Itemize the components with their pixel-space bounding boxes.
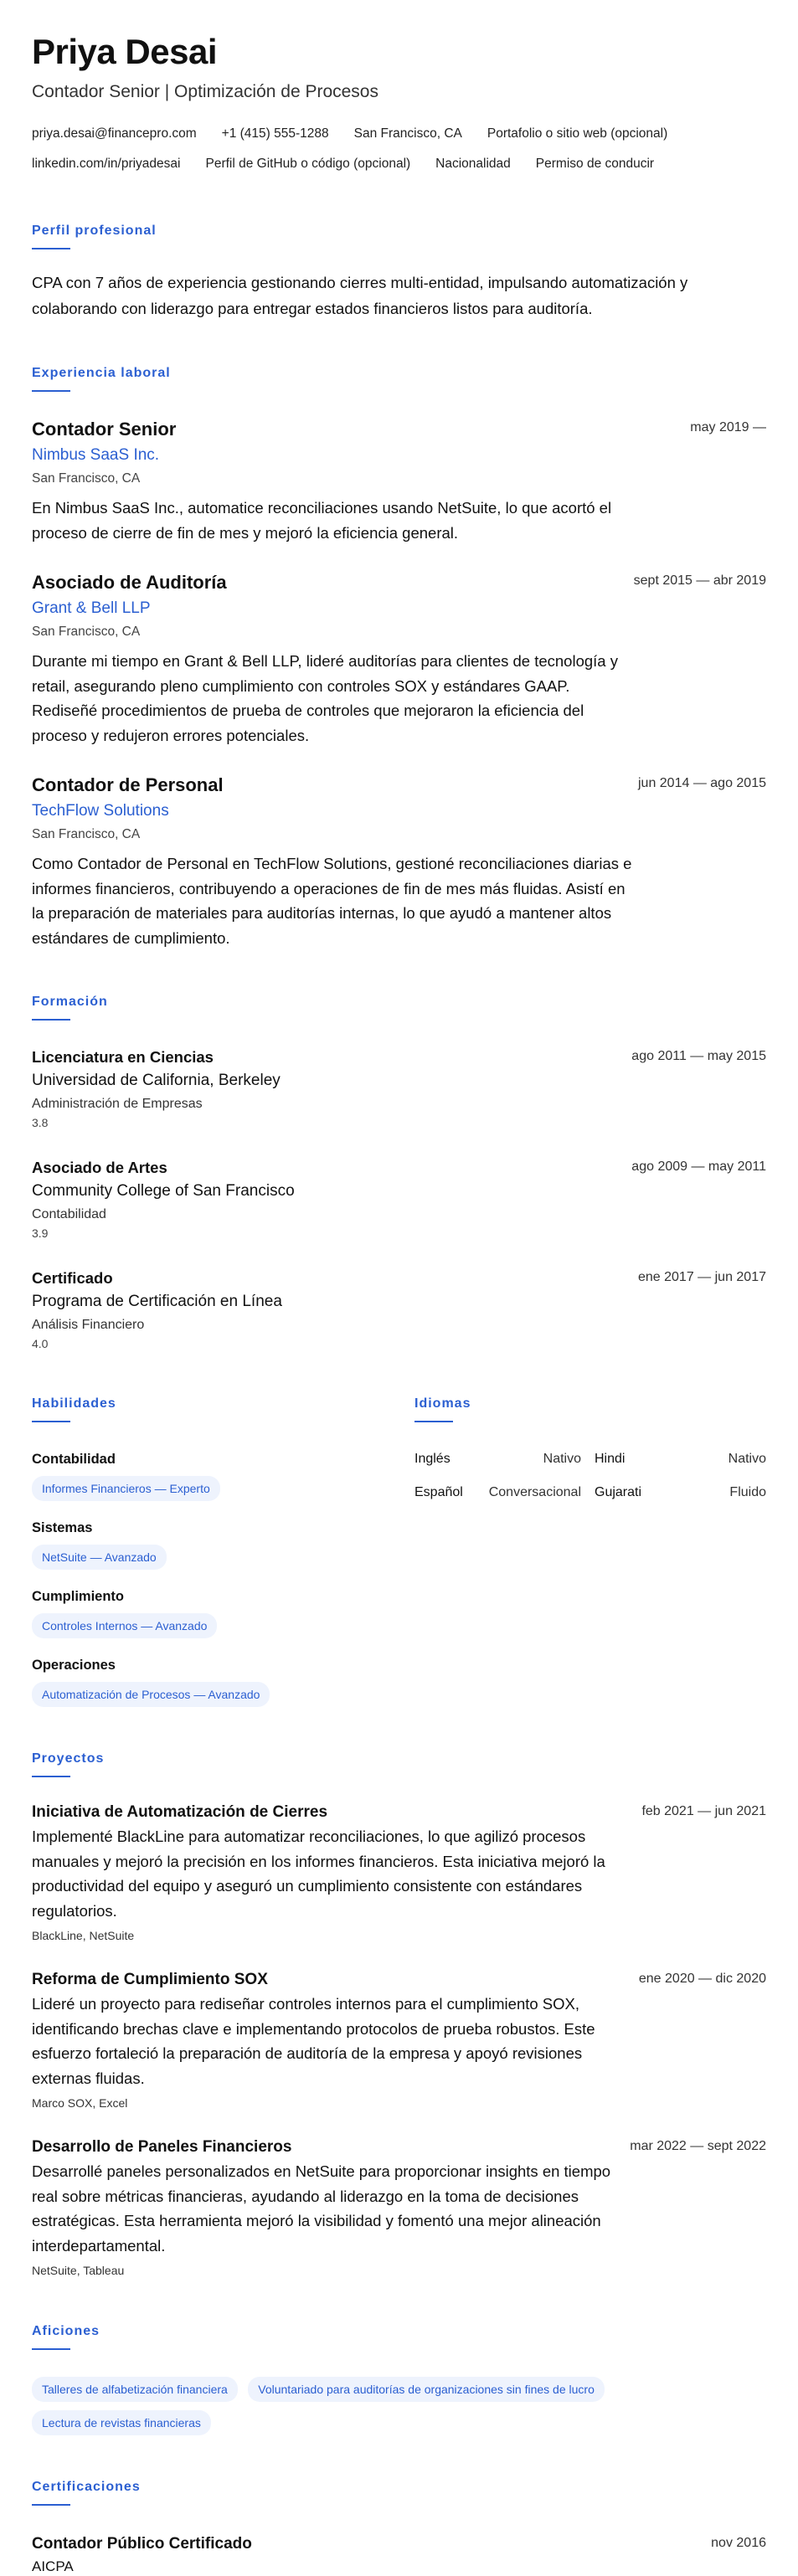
candidate-headline: Contador Senior | Optimización de Procesos bbox=[32, 82, 378, 101]
education-dates: ene 2017 — jun 2017 bbox=[637, 1270, 766, 1284]
project-title: Desarrollo de Paneles Financieros bbox=[32, 2138, 292, 2156]
certification-name: Contador Público Certificado bbox=[32, 2535, 252, 2553]
project-tech: NetSuite, Tableau bbox=[32, 2264, 125, 2277]
education-gpa: 3.8 bbox=[32, 1116, 49, 1129]
job-title: Contador Senior bbox=[32, 419, 177, 440]
language-level: Conversacional bbox=[488, 1485, 581, 1499]
languages-grid bbox=[414, 1449, 766, 1503]
job-title: Contador de Personal bbox=[32, 774, 224, 795]
project-title: Iniciativa de Automatización de Cierres bbox=[32, 1803, 328, 1821]
job-dates: may 2019 — bbox=[690, 420, 766, 434]
skill-tag: Informes Financieros — Experto bbox=[32, 1476, 220, 1501]
certification-date: nov 2016 bbox=[711, 2536, 766, 2550]
section-title: Aficiones bbox=[32, 2324, 100, 2338]
job-entry bbox=[32, 570, 766, 748]
education-school: Programa de Certificación en Línea bbox=[32, 1293, 282, 1310]
language-name: Español bbox=[414, 1485, 463, 1499]
project-entry bbox=[32, 2136, 766, 2280]
hobby-tag: Talleres de alfabetización financiera bbox=[32, 2377, 238, 2402]
languages-section bbox=[414, 1396, 766, 1707]
section-divider bbox=[32, 248, 70, 249]
job-company[interactable]: Nimbus SaaS Inc. bbox=[32, 446, 160, 464]
profile-section bbox=[32, 223, 766, 321]
job-company[interactable]: TechFlow Solutions bbox=[32, 802, 169, 820]
skill-category: Sistemas bbox=[32, 1520, 93, 1535]
job-location: San Francisco, CA bbox=[32, 625, 141, 639]
education-degree: Licenciatura en Ciencias bbox=[32, 1048, 214, 1066]
education-section bbox=[32, 994, 766, 1352]
contact-nationality: Nacionalidad bbox=[435, 157, 511, 171]
language-level: Nativo bbox=[728, 1452, 766, 1466]
job-dates: jun 2014 — ago 2015 bbox=[637, 776, 766, 790]
education-entry bbox=[32, 1267, 766, 1352]
job-location: San Francisco, CA bbox=[32, 827, 141, 841]
project-tech: BlackLine, NetSuite bbox=[32, 1929, 135, 1942]
skills-languages-row bbox=[32, 1396, 766, 1707]
job-dates: sept 2015 — abr 2019 bbox=[633, 573, 766, 588]
certification-entry bbox=[32, 2532, 766, 2576]
certification-issuer: AICPA bbox=[32, 2558, 74, 2574]
language-level: Nativo bbox=[543, 1452, 581, 1466]
education-dates: ago 2011 — may 2015 bbox=[631, 1049, 766, 1063]
skill-category: Contabilidad bbox=[32, 1452, 116, 1467]
language-item bbox=[414, 1449, 595, 1469]
skill-tag: Controles Internos — Avanzado bbox=[32, 1613, 217, 1638]
hobbies-section bbox=[32, 2323, 766, 2435]
contact-github[interactable]: Perfil de GitHub o código (opcional) bbox=[205, 157, 411, 171]
project-dates: feb 2021 — jun 2021 bbox=[641, 1804, 766, 1818]
language-item bbox=[595, 1483, 766, 1503]
skill-tag: NetSuite — Avanzado bbox=[32, 1545, 167, 1570]
education-gpa: 3.9 bbox=[32, 1226, 49, 1240]
education-degree: Asociado de Artes bbox=[32, 1159, 167, 1176]
section-title: Habilidades bbox=[32, 1396, 116, 1411]
skill-tag: Automatización de Procesos — Avanzado bbox=[32, 1682, 270, 1707]
education-gpa: 4.0 bbox=[32, 1337, 49, 1350]
contact-location: San Francisco, CA bbox=[353, 126, 462, 141]
skill-category: Operaciones bbox=[32, 1658, 116, 1673]
projects-section bbox=[32, 1751, 766, 2280]
contact-portfolio[interactable]: Portafolio o sitio web (opcional) bbox=[487, 126, 668, 141]
experience-section bbox=[32, 365, 766, 950]
hobby-tag: Lectura de revistas financieras bbox=[32, 2410, 211, 2435]
project-title: Reforma de Cumplimiento SOX bbox=[32, 1971, 268, 1988]
project-description: Desarrollé paneles personalizados en NetSuite para proporcionar insights en tiempo real sobre métricas financieras, ayudando al liderazgo en la toma de decisiones estratégicas. Esta herramienta mejoró la visibilidad y fomentó una mejor alineación interdepartamental. bbox=[32, 2162, 611, 2255]
candidate-name: Priya Desai bbox=[32, 32, 217, 71]
language-name: Inglés bbox=[414, 1452, 450, 1466]
section-divider bbox=[32, 2504, 70, 2506]
education-dates: ago 2009 — may 2011 bbox=[631, 1159, 766, 1174]
contact-phone[interactable]: +1 (415) 555-1288 bbox=[221, 126, 329, 141]
section-divider bbox=[32, 2348, 70, 2350]
education-entry bbox=[32, 1156, 766, 1242]
section-divider bbox=[32, 1019, 70, 1021]
job-description: En Nimbus SaaS Inc., automatice reconciliaciones usando NetSuite, lo que acortó el proceso de cierre de fin de mes y mejoró la eficiencia general. bbox=[32, 499, 612, 542]
project-entry bbox=[32, 1968, 766, 2112]
hobby-tags bbox=[32, 2368, 769, 2435]
section-title: Experiencia laboral bbox=[32, 366, 171, 380]
language-item bbox=[595, 1449, 766, 1469]
section-title: Proyectos bbox=[32, 1751, 105, 1766]
education-field: Administración de Empresas bbox=[32, 1097, 203, 1111]
section-divider bbox=[32, 1776, 70, 1777]
education-entry bbox=[32, 1046, 766, 1131]
contact-email[interactable]: priya.desai@financepro.com bbox=[32, 126, 197, 141]
project-description: Implementé BlackLine para automatizar reconciliaciones, lo que agilizó procesos manuales y mejoró la precisión en los informes financieros. Esta iniciativa mejoró la productividad del equipo y aseguró un cumplimiento consistente con estándares regulatorios. bbox=[32, 1828, 605, 1920]
resume-header bbox=[32, 32, 766, 179]
education-school: Universidad de California, Berkeley bbox=[32, 1072, 281, 1089]
profile-summary: CPA con 7 años de experiencia gestionando cierres multi-entidad, impulsando automatización y colaborando con liderazgo para entregar estados financieros listos para auditoría. bbox=[32, 274, 688, 317]
contact-list bbox=[32, 119, 777, 179]
skill-category: Cumplimiento bbox=[32, 1589, 124, 1604]
project-tech: Marco SOX, Excel bbox=[32, 2096, 128, 2110]
skills-section bbox=[32, 1396, 414, 1707]
job-entry bbox=[32, 417, 766, 545]
job-description: Durante mi tiempo en Grant & Bell LLP, lideré auditorías para clientes de tecnología y retail, asegurando pleno cumplimiento con controles SOX y estándares GAAP. Rediseñé procedimientos de prueba de controles que mejoraron la eficiencia del proceso y redujeron errores potenciales. bbox=[32, 652, 618, 744]
hobby-tag: Voluntariado para auditorías de organizaciones sin fines de lucro bbox=[248, 2377, 605, 2402]
language-name: Hindi bbox=[595, 1452, 626, 1466]
section-title: Idiomas bbox=[414, 1396, 471, 1411]
section-title: Certificaciones bbox=[32, 2480, 141, 2494]
education-field: Contabilidad bbox=[32, 1207, 106, 1221]
language-item bbox=[414, 1483, 595, 1503]
job-company[interactable]: Grant & Bell LLP bbox=[32, 599, 151, 617]
education-school: Community College of San Francisco bbox=[32, 1182, 295, 1200]
job-description: Como Contador de Personal en TechFlow Solutions, gestioné reconciliaciones diarias e informes financieros, contribuyendo a operaciones de fin de mes más fluidas. Asistí en la preparación de materiales para auditorías internas, lo que ayudó a mantener altos estándares de cumplimiento. bbox=[32, 855, 632, 947]
certifications-section bbox=[32, 2479, 766, 2576]
section-divider bbox=[32, 390, 70, 392]
project-description: Lideré un proyecto para rediseñar controles internos para el cumplimiento SOX, identificando brechas clave e implementando protocolos de prueba robustos. Este esfuerzo fortaleció la preparación de auditoría de la empresa y apoyó revisiones externas fluidas. bbox=[32, 1995, 595, 2087]
project-entry bbox=[32, 1801, 766, 1945]
project-dates: ene 2020 — dic 2020 bbox=[638, 1972, 766, 1986]
job-title: Asociado de Auditoría bbox=[32, 572, 227, 593]
job-location: San Francisco, CA bbox=[32, 471, 141, 486]
section-title: Formación bbox=[32, 995, 108, 1009]
section-divider bbox=[32, 1421, 70, 1422]
language-name: Gujarati bbox=[595, 1485, 642, 1499]
contact-linkedin[interactable]: linkedin.com/in/priyadesai bbox=[32, 157, 181, 171]
education-field: Análisis Financiero bbox=[32, 1318, 145, 1332]
section-title: Perfil profesional bbox=[32, 224, 157, 238]
section-divider bbox=[414, 1421, 453, 1422]
contact-license: Permiso de conducir bbox=[535, 157, 655, 171]
education-degree: Certificado bbox=[32, 1269, 113, 1287]
language-level: Fluido bbox=[729, 1485, 766, 1499]
job-entry bbox=[32, 773, 766, 950]
project-dates: mar 2022 — sept 2022 bbox=[630, 2139, 766, 2153]
